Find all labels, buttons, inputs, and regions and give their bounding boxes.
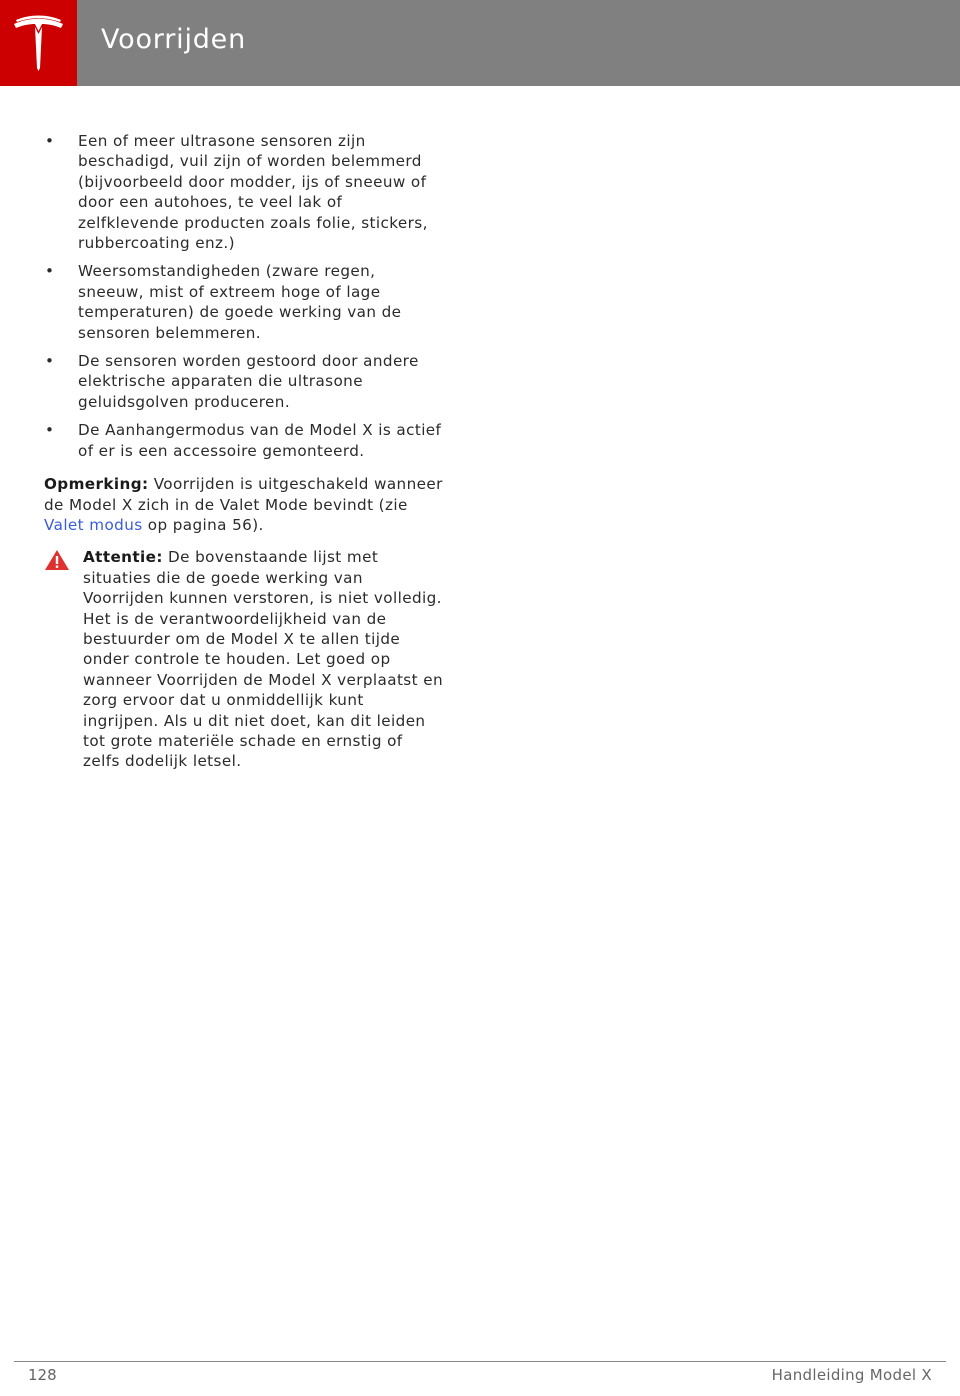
- list-item: • Weersomstandigheden (zware regen, sneeuw, mist of extreem hoge of lage temperaturen) de goede werking van de sensoren belemmeren.: [45, 262, 402, 342]
- bullet-icon: •: [45, 132, 55, 150]
- list-item: • Een of meer ultrasone sensoren zijn beschadigd, vuil zijn of worden belemmerd (bijvoorbeeld door modder, ijs of sneeuw of door een autohoes, te veel lak of zelfklevende producten zoals folie, stickers, rubbercoating enz.): [45, 132, 428, 253]
- footer-manual-title: Handleiding Model X: [771, 1366, 932, 1384]
- warning-text: [83, 547, 444, 771]
- warning-body: De bovenstaande lijst met situaties die de goede werking van Voorrijden kunnen verstoren, is niet volledig. Het is de verantwoordelijkheid van de bestuurder om de Model X te allen tijde onder controle te houden. Let goed op wanneer Voorrijden de Model X verplaatst en zorg ervoor dat u onmiddellijk kunt ingrijpen. Als u dit niet doet, kan dit leiden tot grote materiële schade en ernstig of zelfs dodelijk letsel.: [83, 548, 443, 771]
- brand-logo-box: [0, 0, 77, 86]
- footer-divider: [14, 1361, 946, 1362]
- note-label: Opmerking:: [44, 475, 149, 494]
- bullet-icon: •: [45, 421, 55, 440]
- warning-block: [44, 547, 444, 771]
- warning-label: Attentie:: [83, 548, 163, 567]
- note-paragraph: [44, 474, 444, 535]
- page-number: 128: [28, 1366, 57, 1384]
- list-item: • De sensoren worden gestoord door andere elektrische apparaten die ultrasone geluidsgolven produceren.: [45, 352, 419, 411]
- bullet-icon: •: [45, 352, 55, 371]
- warning-triangle-icon: [44, 549, 70, 571]
- note-text-before: Voorrijden is uitgeschakeld wanneer de Model X zich in de Valet Mode bevindt (zie: [44, 475, 443, 514]
- page-title: Voorrijden: [101, 24, 247, 55]
- condition-list: [44, 131, 444, 461]
- page-header: [0, 0, 960, 86]
- bullet-icon: •: [45, 262, 55, 281]
- tesla-logo-icon: [11, 14, 66, 72]
- main-content: [44, 131, 444, 772]
- note-text-after: op pagina 56).: [142, 515, 264, 534]
- list-item: • De Aanhangermodus van de Model X is actief of er is een accessoire gemonteerd.: [45, 421, 442, 460]
- valet-mode-link[interactable]: Valet modus: [44, 515, 143, 534]
